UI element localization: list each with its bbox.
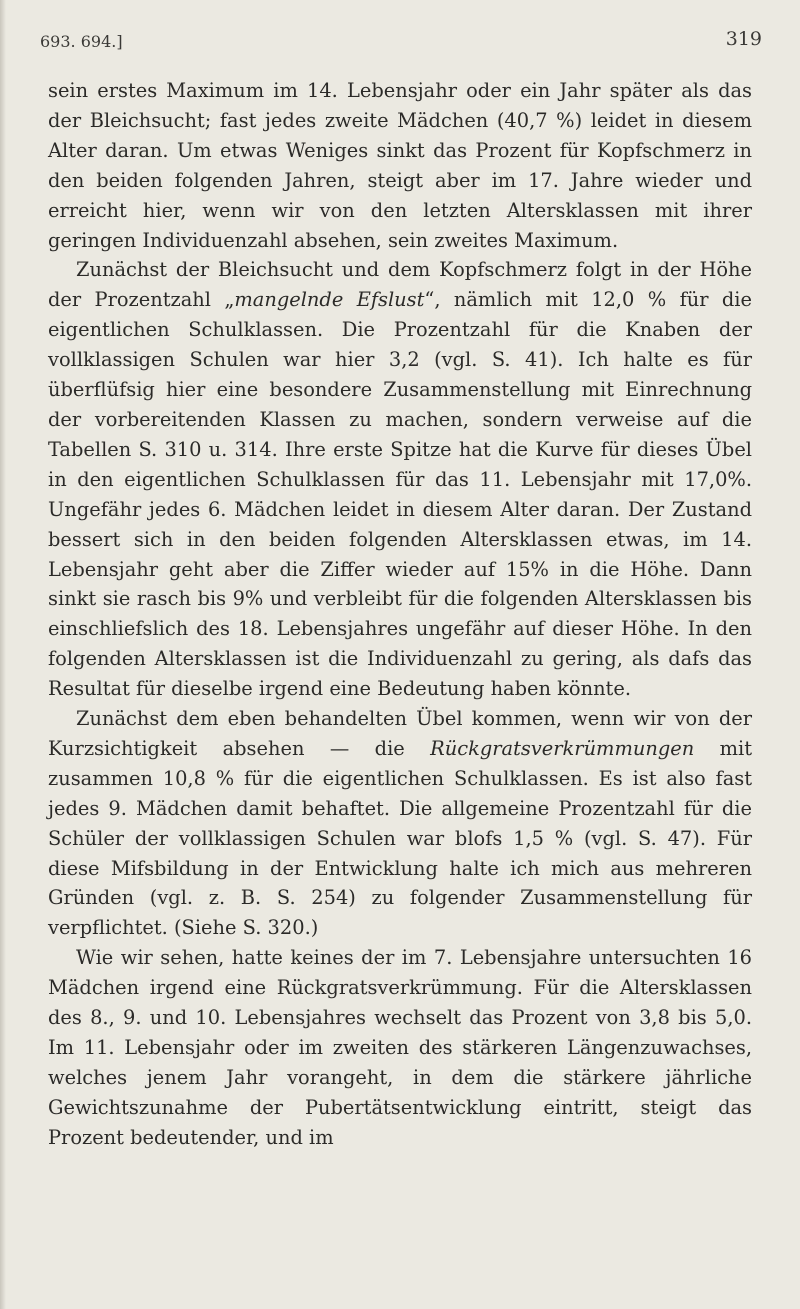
paragraph-4-text: Wie wir sehen, hatte keines der im 7. Lebensjahre untersuchten 16 Mädchen irgend eine Rückgratsverkrümmung. Für die Altersklassen des 8., 9. und 10. Lebensjahres wechselt das Prozent von 3,8 bis 5,0. Im 11. Lebensjahr oder im zweiten des stärkeren Längenzuwachses, welches jenem Jahr vorangeht, in dem die stärkere jährliche Gewichtszunahme der Pubertätsentwicklung eintritt, steigt das Prozent bedeutender, und im	[48, 946, 752, 1149]
paragraph-2-text-end: “, nämlich mit 12,0 % für die eigentlichen Schulklassen. Die Prozentzahl für die Knaben der vollklassigen Schulen war hier 3,2 (vgl. S. 41). Ich halte es für überflüfsig hier eine besondere Zusammenstellung mit Einrechnung der vorbereitenden Klassen zu machen, sondern verweise auf die Tabellen S. 310 u. 314. Ihre erste Spitze hat die Kurve für dieses Übel in den eigentlichen Schulklassen für das 11. Lebensjahr mit 17,0%. Ungefähr jedes 6. Mädchen leidet in diesem Alter daran. Der Zustand bessert sich in den beiden folgenden Altersklassen etwas, im 14. Lebensjahr geht aber die Ziffer wieder auf 15% in die Höhe. Dann sinkt sie rasch bis 9% und verbleibt für die folgenden Altersklassen bis einschliefslich des 18. Lebensjahres ungefähr auf dieser Höhe. In den folgenden Altersklassen ist die Individuenzahl zu gering, als dafs das Resultat für dieselbe irgend eine Bedeutung haben könnte.	[48, 288, 752, 701]
page-binding-edge	[0, 0, 6, 1309]
paragraph-3-text-end: mit zusammen 10,8 % für die eigentlichen Schulklassen. Es ist also fast jedes 9. Mädchen damit behaftet. Die allgemeine Prozentzahl für die Schüler der vollklassigen Schulen war blofs 1,5 % (vgl. S. 47). Für diese Mifsbildung in der Entwicklung halte ich mich aus mehreren Gründen (vgl. z. B. S. 254) zu folgender Zusammenstellung für verpflichtet. (Siehe S. 320.)	[48, 736, 753, 940]
emphasis-mangelnde-efslust: mangelnde Efslust	[234, 288, 425, 312]
paragraph-3	[48, 704, 752, 943]
paragraph-4	[48, 943, 752, 1152]
page-header	[40, 28, 762, 58]
paragraph-1	[48, 76, 752, 255]
section-reference: 693. 694.]	[40, 32, 123, 51]
emphasis-rueckgratsverkruemmungen: Rückgratsverkrümmungen	[430, 736, 695, 760]
paragraph-2-text-start: Zunächst der Bleichsucht und dem Kopfschmerz folgt in der Höhe der Prozentzahl „	[48, 258, 752, 312]
body-text	[48, 76, 752, 1153]
paragraph-2	[48, 255, 752, 704]
page-number: 319	[725, 28, 762, 50]
paragraph-3-text-start: Zunächst dem eben behandelten Übel kommen, wenn wir von der Kurzsichtigkeit absehen — die	[48, 707, 752, 760]
paragraph-1-text: sein erstes Maximum im 14. Lebensjahr oder ein Jahr später als das der Bleichsucht; fast jedes zweite Mädchen (40,7 %) leidet in diesem Alter daran. Um etwas Weniges sinkt das Prozent für Kopfschmerz in den beiden folgenden Jahren, steigt aber im 17. Jahre wieder und erreicht hier, wenn wir von den letzten Altersklassen mit ihrer geringen Individuenzahl absehen, sein zweites Maximum.	[48, 79, 752, 252]
